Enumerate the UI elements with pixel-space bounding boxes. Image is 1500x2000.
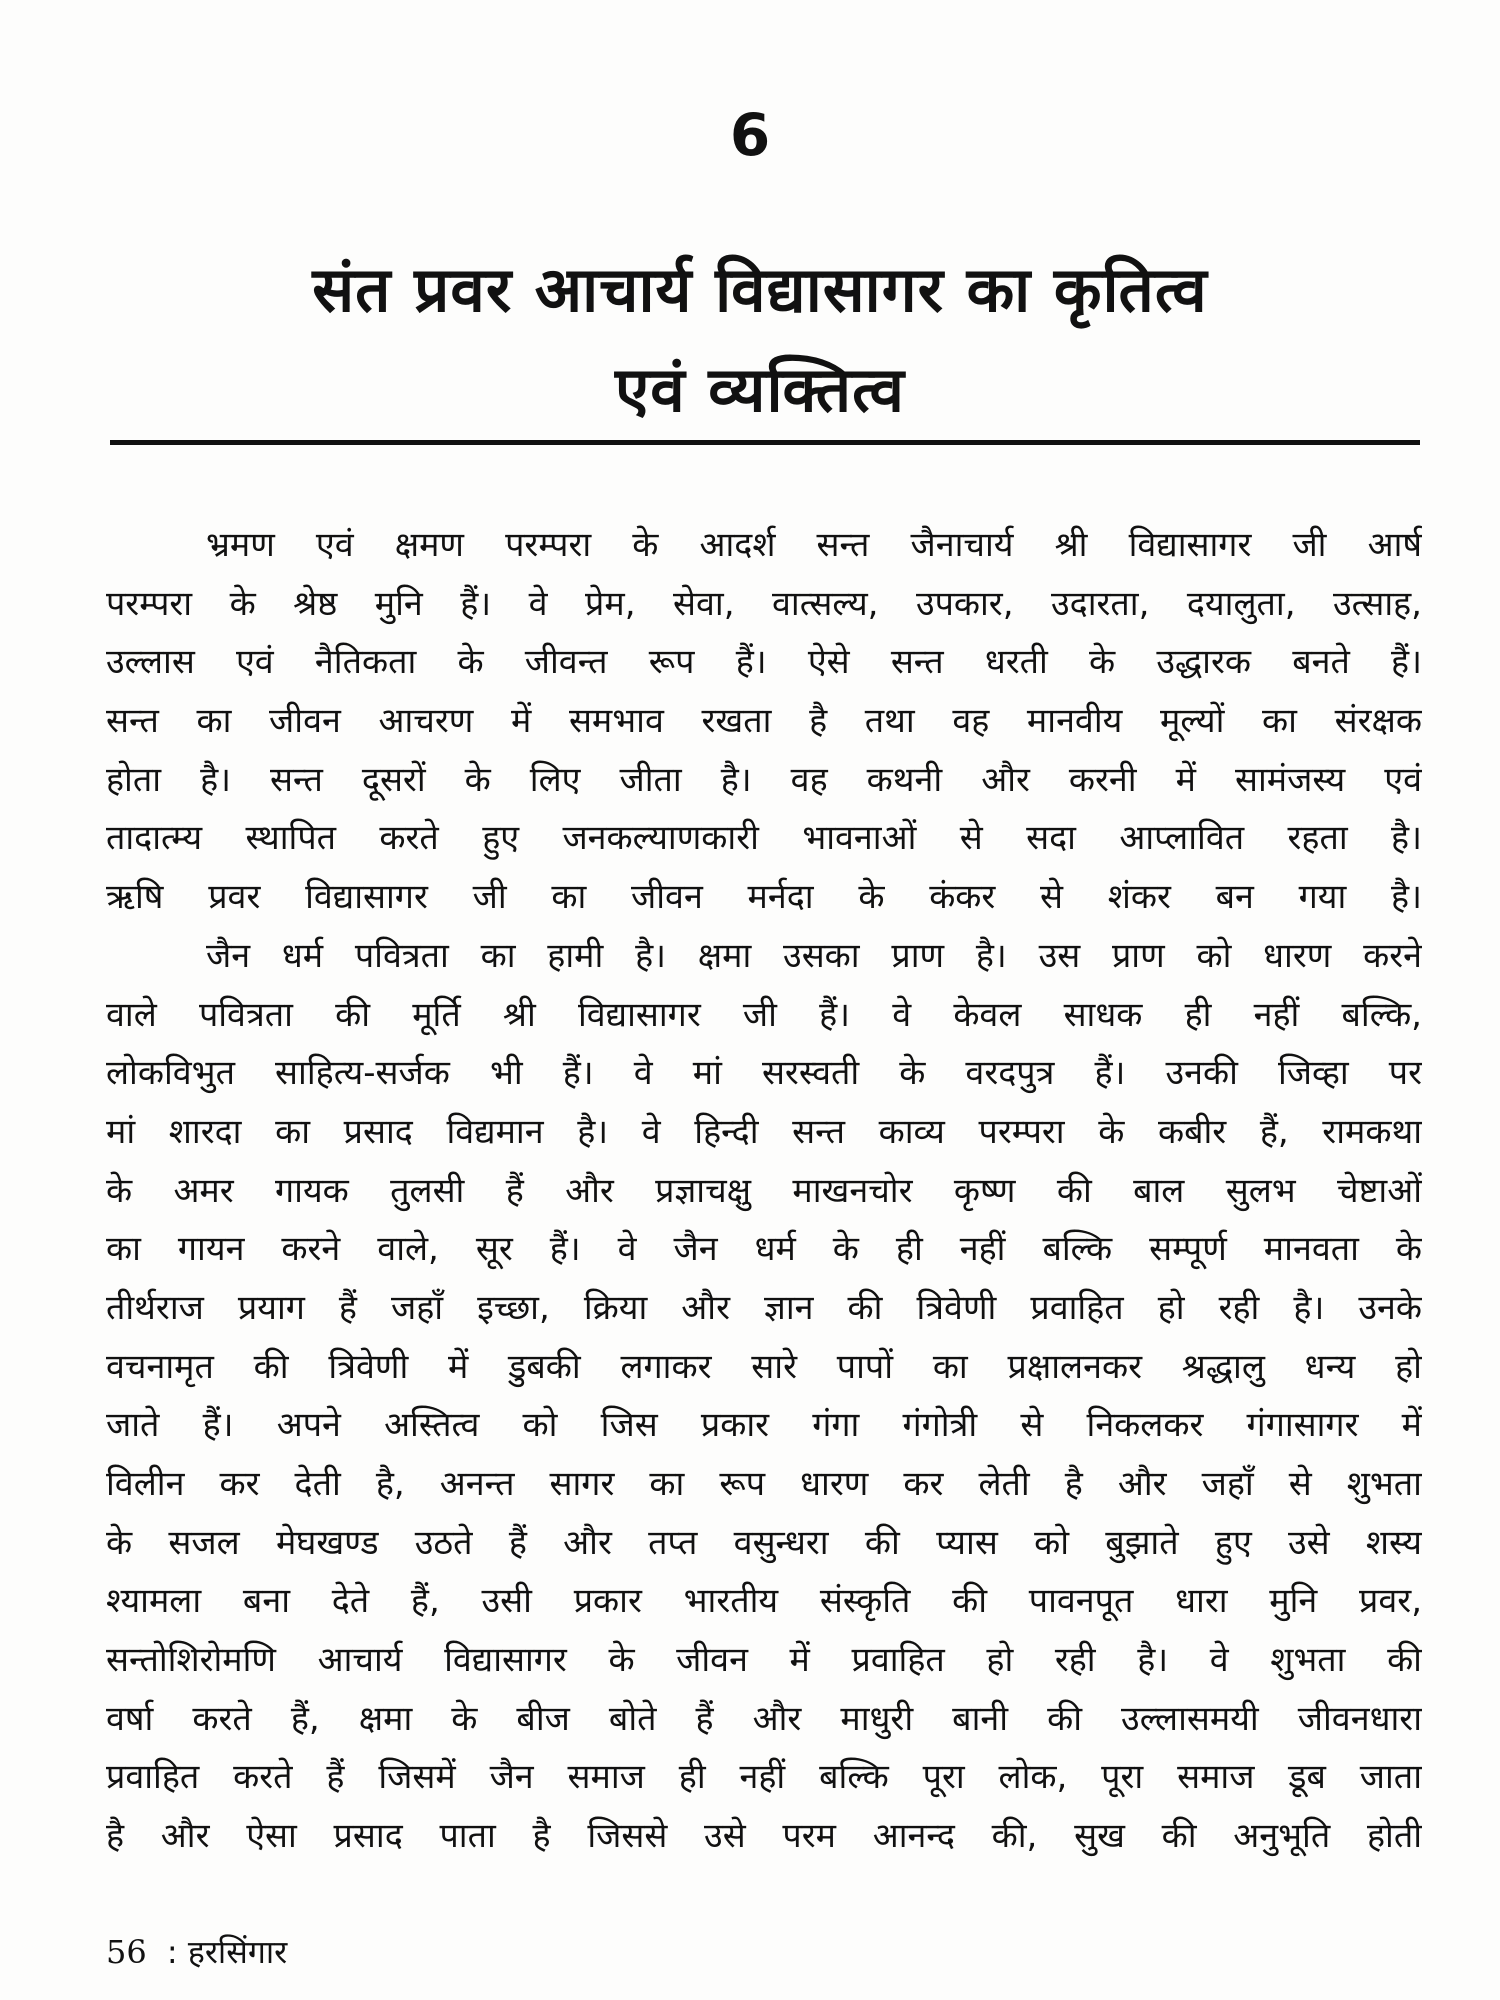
paragraph-line: श्यामला बना देते हैं, उसी प्रकार भारतीय संस्कृति की पावनपूत धारा मुनि प्रवर, — [106, 1581, 1422, 1622]
paragraph-line: का गायन करने वाले, सूर हैं। वे जैन धर्म के ही नहीं बल्कि सम्पूर्ण मानवता के — [106, 1229, 1422, 1270]
paragraph-line: प्रवाहित करते हैं जिसमें जैन समाज ही नहीं बल्कि पूरा लोक, पूरा समाज डूब जाता — [106, 1757, 1422, 1798]
paragraph-line: के सजल मेघखण्ड उठते हैं और तप्त वसुन्धरा की प्यास को बुझाते हुए उसे शस्य — [106, 1522, 1422, 1563]
body-text — [106, 516, 1422, 1866]
paragraph-line: तीर्थराज प्रयाग हैं जहाँ इच्छा, क्रिया और ज्ञान की त्रिवेणी प्रवाहित हो रही है। उनके — [106, 1287, 1422, 1328]
paragraph-line: ऋषि प्रवर विद्यासागर जी का जीवन मर्नदा के कंकर से शंकर बन गया है। — [106, 877, 1422, 918]
paragraph-line: वर्षा करते हैं, क्षमा के बीज बोते हैं और माधुरी बानी की उल्लासमयी जीवनधारा — [106, 1698, 1422, 1739]
chapter-title — [110, 240, 1410, 440]
paragraph-line: सन्त का जीवन आचरण में समभाव रखता है तथा वह मानवीय मूल्यों का संरक्षक — [106, 701, 1422, 742]
paragraph-line: भ्रमण एवं क्षमण परम्परा के आदर्श सन्त जैनाचार्य श्री विद्यासागर जी आर्ष — [206, 525, 1422, 565]
paragraph-line: है और ऐसा प्रसाद पाता है जिससे उसे परम आनन्द की, सुख की अनुभूति होती — [106, 1816, 1422, 1857]
book-title: हरसिंगार — [187, 1933, 288, 1971]
paragraph-line: जाते हैं। अपने अस्तित्व को जिस प्रकार गंगा गंगोत्री से निकलकर गंगासागर में — [106, 1405, 1422, 1446]
paragraph-line: तादात्म्य स्थापित करते हुए जनकल्याणकारी भावनाओं से सदा आप्लावित रहता है। — [106, 818, 1422, 859]
paragraph-line: वाले पवित्रता की मूर्ति श्री विद्यासागर जी हैं। वे केवल साधक ही नहीं बल्कि, — [106, 994, 1422, 1035]
paragraph-line: जैन धर्म पवित्रता का हामी है। क्षमा उसका प्राण है। उस प्राण को धारण करने — [206, 935, 1422, 976]
paragraph-line: होता है। सन्त दूसरों के लिए जीता है। वह कथनी और करनी में सामंजस्य एवं — [106, 759, 1422, 800]
paragraph-line: विलीन कर देती है, अनन्त सागर का रूप धारण कर लेती है और जहाँ से शुभता — [106, 1464, 1422, 1504]
page-number: 56 — [106, 1933, 147, 1971]
paragraph-line: लोकविभुत साहित्य-सर्जक भी हैं। वे मां सरस्वती के वरदपुत्र हैं। उनकी जिव्हा पर — [106, 1053, 1422, 1094]
chapter-number: 6 — [729, 101, 771, 169]
paragraph-line: परम्परा के श्रेष्ठ मुनि हैं। वे प्रेम, सेवा, वात्सल्य, उपकार, उदारता, दयालुता, उत्साह, — [106, 583, 1422, 624]
paragraph-line: वचनामृत की त्रिवेणी में डुबकी लगाकर सारे पापों का प्रक्षालनकर श्रद्धालु धन्य हो — [106, 1346, 1422, 1387]
chapter-title-line-1: संत प्रवर आचार्य विद्यासागर का कृतित्व — [312, 253, 1208, 326]
paragraph-line: सन्तोशिरोमणि आचार्य विद्यासागर के जीवन में प्रवाहित हो रही है। वे शुभता की — [106, 1640, 1422, 1681]
paragraph-line: मां शारदा का प्रसाद विद्यमान है। वे हिन्दी सन्त काव्य परम्परा के कबीर हैं, रामकथा — [106, 1111, 1422, 1152]
chapter-title-line-2: एवं व्यक्तित्व — [614, 353, 906, 426]
title-divider — [110, 440, 1420, 445]
page-footer — [106, 1932, 287, 1972]
footer-separator: : — [166, 1933, 178, 1971]
paragraph-line: उल्लास एवं नैतिकता के जीवन्त रूप हैं। ऐसे सन्त धरती के उद्धारक बनते हैं। — [106, 642, 1422, 683]
paragraph-line: के अमर गायक तुलसी हैं और प्रज्ञाचक्षु माखनचोर कृष्ण की बाल सुलभ चेष्टाओं — [106, 1170, 1422, 1211]
